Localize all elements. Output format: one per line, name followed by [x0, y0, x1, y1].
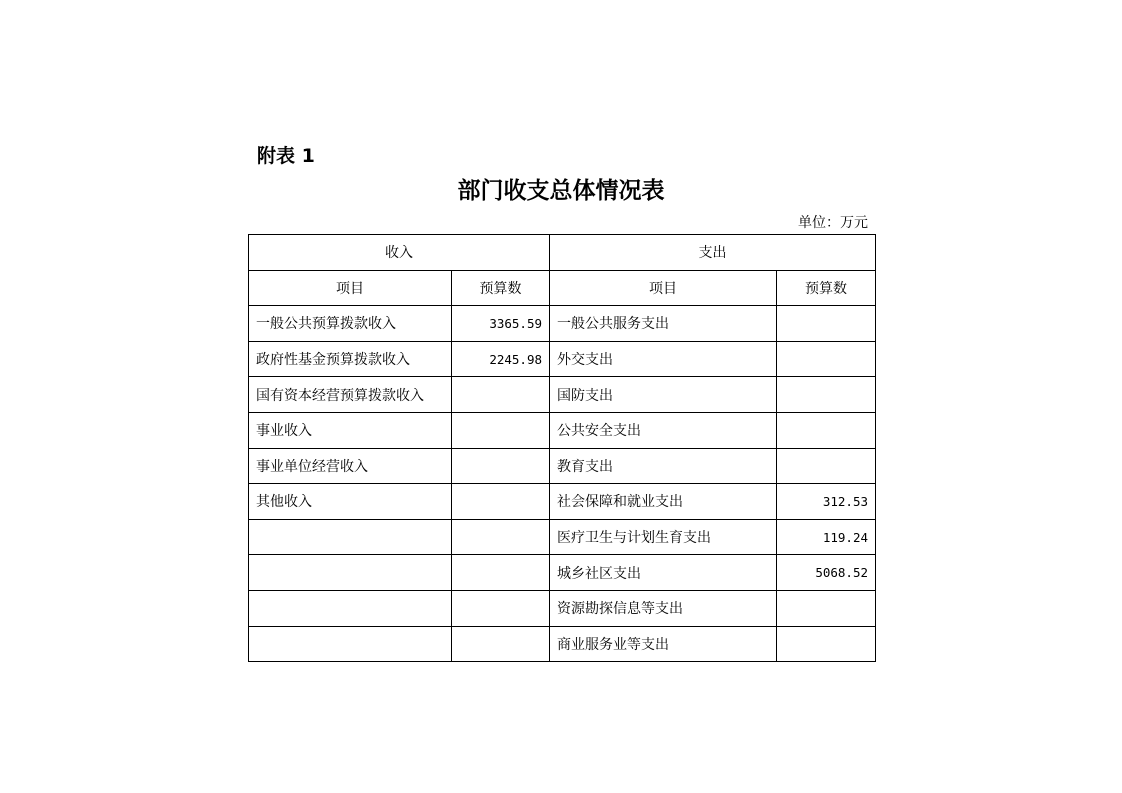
- expenditure-budget-cell: [777, 448, 876, 484]
- income-budget-cell: [452, 519, 550, 555]
- page-title: 部门收支总体情况表: [457, 177, 665, 204]
- expenditure-item-cell: 一般公共服务支出: [550, 306, 777, 342]
- income-budget-cell: [452, 448, 550, 484]
- table-row: [249, 306, 876, 342]
- expenditure-budget-cell: 119.24: [777, 519, 876, 555]
- income-budget-cell: 3365.59: [452, 306, 550, 342]
- table-row: [249, 341, 876, 377]
- expenditure-item-cell: 外交支出: [550, 341, 777, 377]
- income-budget-cell: 2245.98: [452, 341, 550, 377]
- expenditure-budget-cell: [777, 412, 876, 448]
- income-item-cell: [249, 590, 452, 626]
- income-item-cell: 国有资本经营预算拨款收入: [249, 377, 452, 413]
- income-budget-header: 预算数: [452, 270, 550, 306]
- expenditure-item-cell: 医疗卫生与计划生育支出: [550, 519, 777, 555]
- income-item-cell: [249, 626, 452, 662]
- expenditure-budget-cell: [777, 590, 876, 626]
- income-budget-cell: [452, 590, 550, 626]
- budget-table: [248, 234, 876, 662]
- expenditure-item-cell: 商业服务业等支出: [550, 626, 777, 662]
- expenditure-budget-cell: [777, 341, 876, 377]
- expenditure-item-cell: 资源勘探信息等支出: [550, 590, 777, 626]
- table-row: [249, 484, 876, 520]
- expenditure-budget-header: 预算数: [777, 270, 876, 306]
- income-budget-cell: [452, 484, 550, 520]
- table-row: [249, 590, 876, 626]
- expenditure-budget-cell: [777, 626, 876, 662]
- income-item-cell: 事业单位经营收入: [249, 448, 452, 484]
- expenditure-item-cell: 公共安全支出: [550, 412, 777, 448]
- table-row: [249, 519, 876, 555]
- income-item-cell: 其他收入: [249, 484, 452, 520]
- expenditure-item-cell: 国防支出: [550, 377, 777, 413]
- table-row: [249, 448, 876, 484]
- income-item-cell: [249, 555, 452, 591]
- unit-label: 单位：万元: [798, 215, 868, 231]
- table-row: [249, 626, 876, 662]
- income-budget-cell: [452, 412, 550, 448]
- table-row: [249, 555, 876, 591]
- income-budget-cell: [452, 626, 550, 662]
- table-header-row-sections: [249, 235, 876, 271]
- income-budget-cell: [452, 555, 550, 591]
- income-item-cell: 事业收入: [249, 412, 452, 448]
- expenditure-budget-cell: 5068.52: [777, 555, 876, 591]
- expenditure-budget-cell: 312.53: [777, 484, 876, 520]
- expenditure-item-cell: 社会保障和就业支出: [550, 484, 777, 520]
- income-item-cell: 一般公共预算拨款收入: [249, 306, 452, 342]
- table-row: [249, 412, 876, 448]
- appendix-label: 附表 1: [257, 145, 315, 167]
- income-item-header: 项目: [249, 270, 452, 306]
- expenditure-item-header: 项目: [550, 270, 777, 306]
- expenditure-budget-cell: [777, 306, 876, 342]
- income-item-cell: 政府性基金预算拨款收入: [249, 341, 452, 377]
- expenditure-header: 支出: [550, 235, 876, 271]
- table-header-row-columns: [249, 270, 876, 306]
- expenditure-budget-cell: [777, 377, 876, 413]
- income-budget-cell: [452, 377, 550, 413]
- expenditure-item-cell: 城乡社区支出: [550, 555, 777, 591]
- income-item-cell: [249, 519, 452, 555]
- expenditure-item-cell: 教育支出: [550, 448, 777, 484]
- table-row: [249, 377, 876, 413]
- income-header: 收入: [249, 235, 550, 271]
